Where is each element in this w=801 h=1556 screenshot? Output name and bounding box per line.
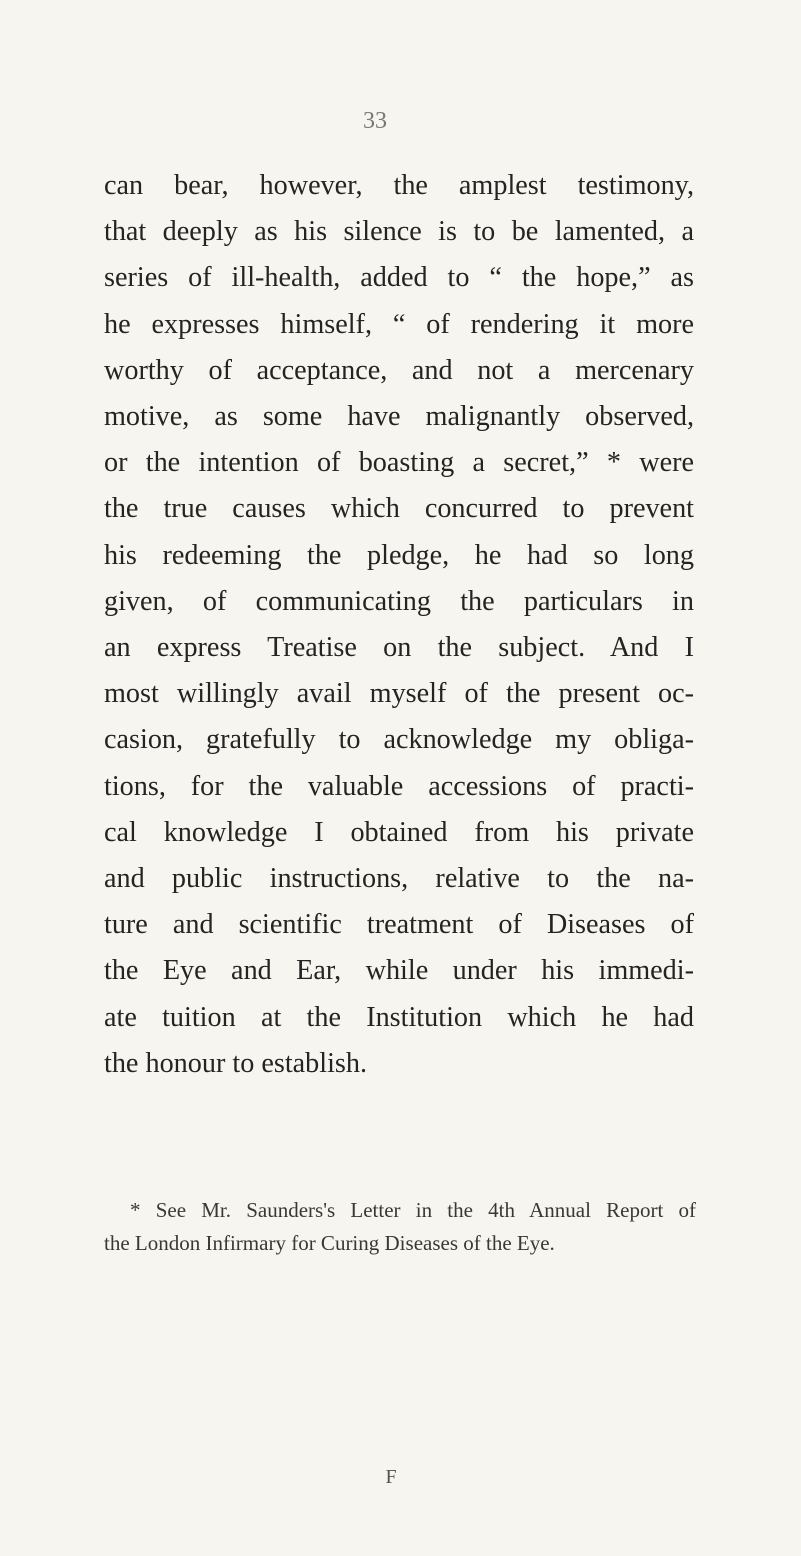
text-line: an express Treatise on the subject. And I [104, 632, 694, 664]
text-line: ate tuition at the Institution which he had [104, 1001, 694, 1033]
text-line: he expresses himself, “ of rendering it more [104, 308, 694, 340]
text-line: and public instructions, relative to the na- [104, 863, 694, 895]
text-line: can bear, however, the amplest testimony, [104, 170, 694, 201]
footnote [104, 1194, 696, 1260]
text-line: given, of communicating the particulars in [104, 585, 694, 617]
text-line: the Eye and Ear, while under his immedi- [104, 955, 694, 987]
text-line: casion, gratefully to acknowledge my obliga- [104, 724, 694, 756]
text-line: series of ill-health, added to “ the hope,” as [104, 262, 694, 294]
text-line: ture and scientific treatment of Diseases of [104, 909, 694, 941]
text-line: his redeeming the pledge, he had so long [104, 539, 694, 571]
footnote-line: * See Mr. Saunders's Letter in the 4th Annual Report of [130, 1198, 696, 1222]
text-line: tions, for the valuable accessions of practi- [104, 770, 694, 802]
text-line: the true causes which concurred to prevent [104, 493, 694, 525]
text-line: most willingly avail myself of the present oc- [104, 678, 694, 710]
body-text [104, 163, 694, 1087]
page-number: 33 [363, 108, 387, 134]
text-line: or the intention of boasting a secret,” * were [104, 447, 694, 479]
text-line: cal knowledge I obtained from his private [104, 816, 694, 848]
text-line-last: the honour to establish. [104, 1047, 368, 1079]
footnote-line: the London Infirmary for Curing Diseases of the Eye. [104, 1231, 555, 1255]
text-line: motive, as some have malignantly observed, [104, 401, 694, 433]
text-line: that deeply as his silence is to be lamented, a [104, 216, 694, 248]
signature-mark: F [385, 1466, 397, 1488]
text-line: worthy of acceptance, and not a mercenary [104, 354, 694, 386]
